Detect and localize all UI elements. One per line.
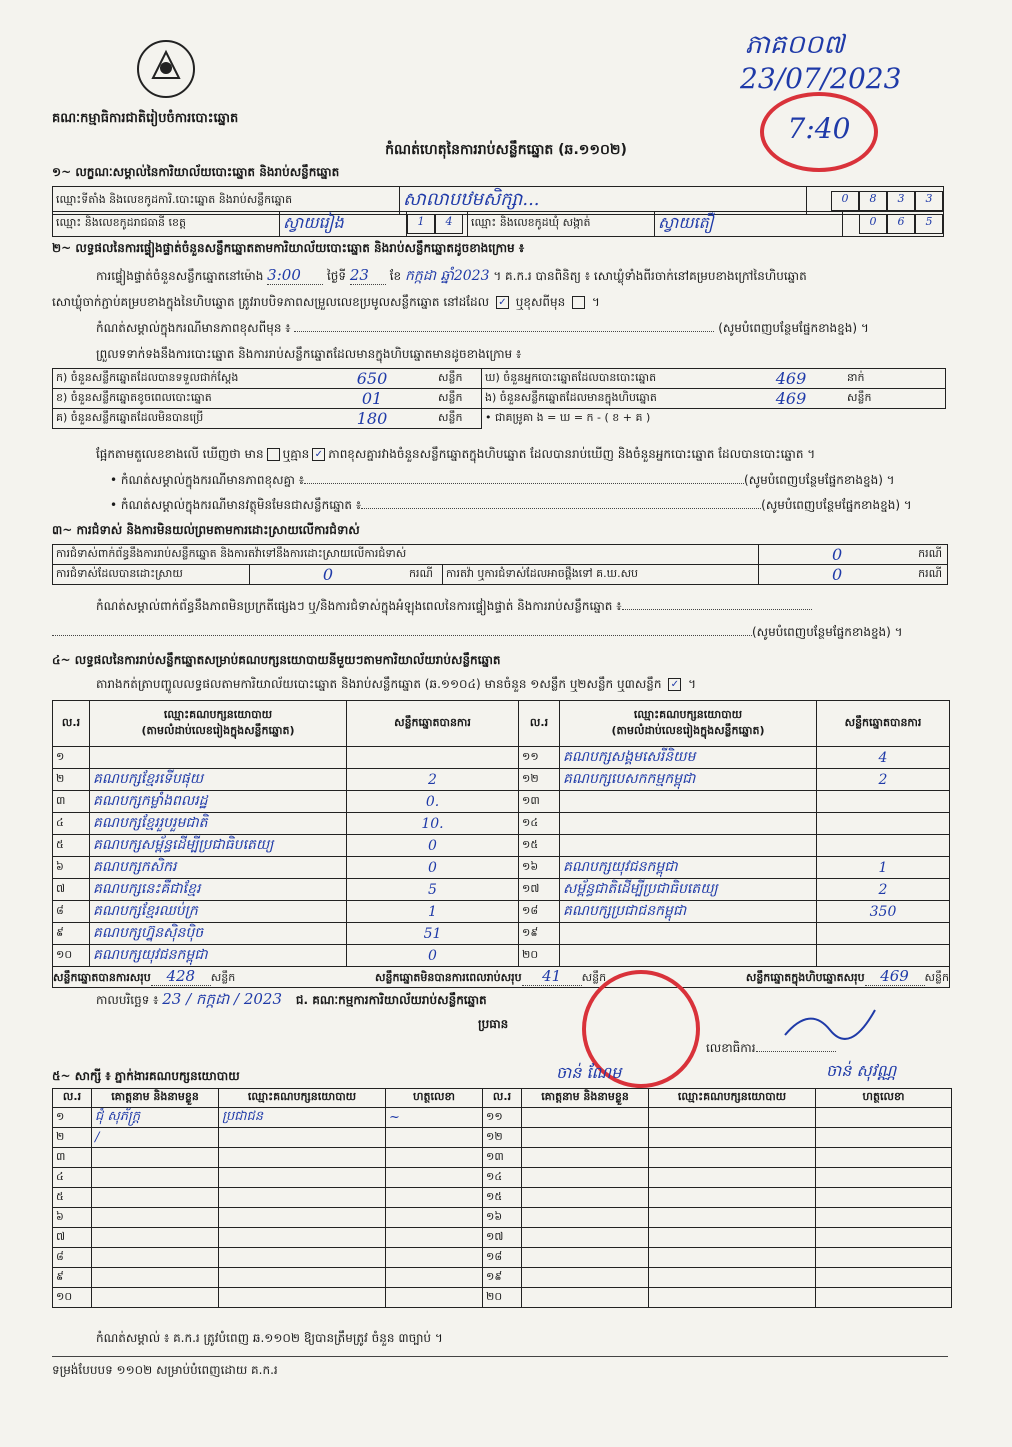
valid-votes: 1	[347, 901, 519, 923]
verification-text: ថ្ងៃទី	[327, 269, 347, 283]
col-party: ឈ្មោះគណបក្សនយោបាយ	[219, 1089, 386, 1108]
col-party: ឈ្មោះគណបក្សនយោបាយ	[163, 707, 273, 721]
results-table-wrapper	[52, 700, 950, 988]
verification-text: ខែ	[389, 269, 402, 283]
valid-votes: 4	[817, 747, 950, 769]
valid-votes: 0.	[347, 791, 519, 813]
commission-name: គណៈកម្មាធិការជាតិរៀបចំការបោះឆ្នោត	[52, 111, 239, 126]
stamp-time: 7:40	[787, 112, 851, 145]
commune-code-digit: 5	[915, 214, 943, 234]
row-no: ១២	[483, 1128, 522, 1148]
witness-party	[219, 1288, 386, 1308]
commune-value: ស្វាយតឿ	[655, 212, 843, 237]
witness-party	[649, 1208, 816, 1228]
col-votes: សន្លឹកឆ្នោតបានការ	[817, 701, 950, 747]
witness-signature	[816, 1168, 952, 1188]
row-no: ១៩	[483, 1268, 522, 1288]
station-code-digit: 3	[887, 191, 915, 211]
objections-label: ការជំទាស់ពាក់ព័ន្ធនឹងការរាប់សន្លឹកឆ្នោត និងការតវ៉ាទៅនឹងការដោះស្រាយលើការជំទាស់	[53, 545, 759, 565]
witness-party	[219, 1168, 386, 1188]
total-invalid-value: 41	[522, 967, 582, 986]
row-label: ក) ចំនួនសន្លឹកឆ្នោតដែលបានទទួលជាក់ស្តែង	[53, 369, 310, 389]
ballot-count-row	[53, 389, 946, 409]
verification-day: 23	[350, 266, 386, 285]
verification-text: សោឃ្លុំចាក់ភ្ជាប់គម្របខាងក្នុងនៃហិបឆ្នោត ត្រូវរាបបិទភាពសម្រួលលេខ​ប្រមូលសន្លឹកឆ្នោត នៅដដែល	[52, 295, 490, 309]
table-row	[53, 1248, 952, 1268]
commune-label: ឈ្មោះ និងលេខកូដឃុំ សង្កាត់	[468, 212, 655, 237]
witness-name	[522, 1208, 649, 1228]
witness-party	[649, 1148, 816, 1168]
witness-party	[649, 1248, 816, 1268]
station-label: ឈ្មោះទីតាំង និងលេខកូដការិ.បោះឆ្នោត និងរាប់សន្លឹកឆ្នោត	[53, 187, 400, 215]
verification-line-1	[96, 266, 956, 287]
valid-votes: 350	[817, 901, 950, 923]
row-no: ១៩	[519, 923, 560, 945]
col-no: ល.រ	[483, 1089, 522, 1108]
row-no: ១៥	[483, 1188, 522, 1208]
party-name	[90, 747, 347, 769]
party-name: គណបក្សខ្មែរឈប់ក្រ	[90, 901, 347, 923]
date-value: 23 / កក្កដា / 2023	[162, 990, 283, 1008]
table-row	[53, 791, 950, 813]
row-no: ១១	[483, 1108, 522, 1128]
valid-votes: 2	[347, 769, 519, 791]
witness-party	[649, 1128, 816, 1148]
row-no: ៦	[53, 857, 90, 879]
col-votes: សន្លឹកឆ្នោតបានការ	[347, 701, 519, 747]
footnote: កំណត់សម្គាល់ ៖ គ.ក.រ ត្រូវបំពេញ ឆ.១១០២ ឱ្យបានត្រឹមត្រូវ ចំនួន ៣ច្បាប់ ។	[96, 1331, 443, 1345]
province-value: ស្វាយរៀង	[280, 212, 407, 237]
difference-note-label: កំណត់សម្គាល់ក្នុងករណីមានភាពខុសពីមុន ៖	[96, 321, 291, 335]
row-no: ១៣	[519, 791, 560, 813]
col-party-sub: (តាមលំដាប់លេខរៀងក្នុងសន្លឹកឆ្នោត)	[611, 723, 765, 737]
row-no: ៥	[53, 835, 90, 857]
has-discrepancy-checkbox[interactable]	[267, 448, 280, 461]
party-name	[560, 923, 817, 945]
station-code-digit: 8	[859, 191, 887, 211]
row-no: ១១	[519, 747, 560, 769]
witness-name	[522, 1288, 649, 1308]
col-no: ល.រ	[519, 701, 560, 747]
row-label: គ) ចំនួនសន្លឹកឆ្នោតដែលមិនបានប្រើ	[53, 409, 310, 429]
same-checkbox[interactable]: ✓	[496, 296, 509, 309]
row-no: ១៧	[519, 879, 560, 901]
totals-row	[53, 967, 950, 988]
row-no: ៤	[53, 1168, 92, 1188]
bullet-note-1	[110, 472, 950, 490]
row-no: ១៤	[519, 813, 560, 835]
table-row	[53, 1288, 952, 1308]
commune-code-digit: 6	[887, 214, 915, 234]
witness-signature	[386, 1228, 483, 1248]
witness-name	[522, 1228, 649, 1248]
witness-name	[522, 1168, 649, 1188]
row-no: ១៦	[519, 857, 560, 879]
sheets-text: តារាងកត់ត្រាបញ្ចូលលទ្ធផលតាមការិយាល័យបោះឆ្នោត និងរាប់សន្លឹកឆ្នោត (ឆ.១១០៤) មានចំនួន ១សន្លឹក ឬ២សន្លឹក ឬ៣សន្លឹក	[96, 677, 662, 691]
table-row	[53, 857, 950, 879]
verification-time: 3:00	[267, 266, 323, 285]
table-row	[53, 769, 950, 791]
row-no: ២	[53, 769, 90, 791]
party-name	[560, 791, 817, 813]
appeal-label: ការតវ៉ា ឬការជំទាស់ដែលអាចផ្ដឹងទៅ គ.ឃ.សប	[443, 565, 759, 585]
station-code-digit: 0	[831, 191, 859, 211]
row-no: ៨	[53, 1248, 92, 1268]
difference-note-hint: (សូមបំពេញបន្ថែមផ្នែកខាងខ្នង) ។	[718, 321, 869, 335]
secretary-signature	[780, 1000, 890, 1053]
party-name	[560, 945, 817, 967]
table-row	[53, 1268, 952, 1288]
witness-signature	[386, 1248, 483, 1268]
section-2-title: ២~ លទ្ធផលនៃការផ្ទៀងផ្ទាត់ចំនួនសន្លឹកឆ្នោតតាមការិយាល័យបោះឆ្នោត និងរាប់សន្លឹកឆ្នោតដូចខាងក្រោម ៖	[52, 241, 525, 255]
sheets-checkbox[interactable]: ✓	[668, 678, 681, 691]
row-no: ៣	[53, 791, 90, 813]
party-name: គណបក្សហ្វ៊ុនស៊ិនប៉ិច	[90, 923, 347, 945]
province-label: ឈ្មោះ និងលេខកូដរាជធានី ខេត្ត	[53, 212, 280, 237]
case-unit: ករណី	[915, 565, 947, 585]
row-no: ១៧	[483, 1228, 522, 1248]
spoiled-ballots-value: 01	[309, 389, 435, 409]
total-valid-value: 428	[151, 967, 211, 986]
witness-party	[649, 1188, 816, 1208]
table-row	[53, 747, 950, 769]
row-label: ខ) ចំនួនសន្លឹកឆ្នោតខូចពេលបោះឆ្នោត	[53, 389, 310, 409]
party-name: គណបក្សកម្លាំងពលរដ្ឋ	[90, 791, 347, 813]
objections-value: 0	[759, 545, 916, 565]
commission-logo	[135, 38, 197, 100]
discrepancy-text: ផ្អែកតាមតួលេខខាងលើ ឃើញថា មាន	[96, 447, 264, 461]
witness-name	[522, 1128, 649, 1148]
unit: សន្លឹក	[210, 971, 236, 984]
party-name	[560, 813, 817, 835]
col-party: ឈ្មោះគណបក្សនយោបាយ	[649, 1089, 816, 1108]
party-results-table	[52, 700, 950, 988]
valid-votes: 51	[347, 923, 519, 945]
witness-party	[219, 1148, 386, 1168]
witness-name: /	[92, 1128, 219, 1148]
row-no: ៣	[53, 1148, 92, 1168]
row-no: ៨	[53, 901, 90, 923]
witness-name	[92, 1288, 219, 1308]
station-code-digit: 3	[915, 191, 943, 211]
witness-signature	[816, 1208, 952, 1228]
commune-code-digit: 0	[859, 214, 887, 234]
document-number: ភាគ០០៧	[745, 30, 845, 60]
unit: សន្លឹក	[924, 971, 949, 984]
row-no: ១៥	[519, 835, 560, 857]
witness-name	[92, 1268, 219, 1288]
stamp-date: 23/07/2023	[740, 62, 902, 95]
witness-name	[522, 1248, 649, 1268]
section-3-title: ៣~ ការជំទាស់ និងការមិនយល់ព្រមតាមការដោះស្រាយលើការជំទាស់	[52, 523, 360, 537]
row-label: ង) ចំនួនសន្លឹកឆ្នោតដែលមានក្នុងហិបឆ្នោត	[482, 389, 739, 409]
no-discrepancy-checkbox[interactable]: ✓	[312, 448, 325, 461]
row-no: ២	[53, 1128, 92, 1148]
witness-name: ជុំ សុភ័ក្ត្រ	[92, 1108, 219, 1128]
province-code-digit: 1	[407, 214, 435, 234]
col-party: ឈ្មោះគណបក្សនយោបាយ	[633, 707, 743, 721]
witness-party	[219, 1248, 386, 1268]
row-label: ឃ) ចំនួនអ្នកបោះឆ្នោតដែលបានបោះឆ្នោត	[482, 369, 739, 389]
irregularity-note-line2	[52, 624, 948, 642]
total-box-label: សន្លឹកឆ្នោតក្នុងហិបឆ្នោតសរុប	[745, 971, 865, 984]
irregularity-note	[96, 598, 812, 616]
party-name: គណបក្សសម្ព័ន្ធដើម្បីប្រជាធិបតេយ្យ	[90, 835, 347, 857]
verification-text: ។ គ.ក.រ បានពិនិត្យ ៖ សោឃ្លុំទាំងពីរចាក់នៅគម្របខាងក្រៅនៃហិបឆ្នោត	[493, 269, 807, 283]
witness-name	[522, 1148, 649, 1168]
witness-signature: ~	[386, 1108, 483, 1128]
section-5-title: ៥~ សាក្សី ៖ ភ្នាក់ងារគណបក្សនយោបាយ	[52, 1069, 240, 1083]
witness-name	[522, 1108, 649, 1128]
table-row	[53, 1168, 952, 1188]
voters-value: 469	[738, 369, 844, 389]
results-intro: ព្រួលទទាក់ទងនឹងការបោះឆ្នោត និងការរាប់សន្លឹកឆ្នោតដែលមានក្នុងហិបឆ្នោតមានដូចខាងក្រោម ៖	[96, 347, 522, 361]
table-row	[53, 1188, 952, 1208]
col-signature: ហត្ថលេខា	[816, 1089, 952, 1108]
unit: សន្លឹក	[581, 971, 607, 984]
section-1-title: ១~ លក្ខណៈសម្គាល់នៃការិយាល័យបោះឆ្នោត និងរាប់សន្លឹកឆ្នោត	[52, 165, 340, 179]
table-row	[53, 945, 950, 967]
valid-votes: 5	[347, 879, 519, 901]
valid-votes: 0	[347, 835, 519, 857]
resolved-value: 0	[250, 565, 407, 585]
bullet-note-2	[110, 497, 950, 515]
case-unit: ករណី	[406, 565, 443, 585]
col-name: គោត្តនាម និងនាមខ្លួន	[522, 1089, 649, 1108]
witness-party	[649, 1288, 816, 1308]
party-name: គណបក្សខ្មែររួបរួមជាតិ	[90, 813, 347, 835]
unit: នាក់	[844, 369, 946, 389]
witness-name	[92, 1148, 219, 1168]
row-no: ១៣	[483, 1148, 522, 1168]
table-row	[53, 835, 950, 857]
row-no: ២០	[519, 945, 560, 967]
committee-label: ជ. គណៈកម្មការការិយាល័យរាប់សន្លឹកឆ្នោត	[295, 993, 487, 1007]
unit: សន្លឹក	[435, 369, 482, 389]
secretary-name: ចាន់ សុវណ្ណ	[826, 1061, 897, 1080]
witness-signature	[386, 1208, 483, 1228]
ballot-count-row	[53, 409, 946, 429]
witness-name	[92, 1208, 219, 1228]
bullet-text: • កំណត់សម្គាល់ក្នុងករណីមានវត្ថុមិនមែនជាសន្លឹកឆ្នោត ៖	[110, 498, 362, 512]
witness-party	[219, 1228, 386, 1248]
ballot-count-row	[53, 369, 946, 389]
row-no: ៧	[53, 879, 90, 901]
col-party-sub: (តាមលំដាប់លេខរៀងក្នុងសន្លឹកឆ្នោត)	[141, 723, 295, 737]
col-no: ល.រ	[53, 1089, 92, 1108]
fill-back-hint: (សូមបំពេញបន្ថែមផ្នែកខាងខ្នង) ។	[761, 498, 912, 512]
table-row	[53, 1108, 952, 1128]
witness-signature	[386, 1128, 483, 1148]
bullet-text: • កំណត់សម្គាល់ក្នុងករណីមានភាពខុសគ្នា ៖	[110, 473, 305, 487]
row-no: ១៨	[519, 901, 560, 923]
ballots-in-box-value: 469	[738, 389, 844, 409]
different-checkbox[interactable]	[572, 296, 585, 309]
witness-party	[649, 1108, 816, 1128]
fill-back-hint: (សូមបំពេញបន្ថែមផ្នែកខាងខ្នង) ។	[752, 625, 903, 639]
table-row	[53, 879, 950, 901]
witness-party	[219, 1208, 386, 1228]
witness-party	[219, 1268, 386, 1288]
party-name: គណបក្សនេះគឺជាខ្មែរ	[90, 879, 347, 901]
discrepancy-line	[96, 446, 815, 464]
form-footer: ទម្រង់បែបបទ ១១០២ សម្រាប់បំពេញដោយ គ.ក.រ	[52, 1363, 278, 1377]
province-code-digit: 4	[435, 214, 463, 234]
party-name: គណបក្សយុវជនកម្ពុជា	[90, 945, 347, 967]
col-signature: ហត្ថលេខា	[386, 1089, 483, 1108]
case-unit: ករណី	[915, 545, 947, 565]
different-label: ឬខុសពីមុន	[515, 295, 566, 309]
row-no: ៥	[53, 1188, 92, 1208]
chair-name: ចាន់ ណែម	[556, 1063, 622, 1082]
total-invalid-label: សន្លឹកឆ្នោតមិនបានការពេលរាប់សរុប	[374, 971, 522, 984]
verification-text: ការផ្ទៀងផ្ទាត់ចំនួនសន្លឹកឆ្នោតនៅម៉ោង	[96, 269, 264, 283]
table-row	[53, 1208, 952, 1228]
unit: សន្លឹក	[844, 389, 946, 409]
date-label: កាលបរិច្ឆេទ ៖	[96, 993, 159, 1007]
table-row	[53, 1128, 952, 1148]
witness-party: ប្រជាជន	[219, 1108, 386, 1128]
witness-name	[92, 1248, 219, 1268]
verification-month: កក្កដា ឆ្នាំ2023	[404, 268, 490, 284]
party-name: គណបក្សខ្មែរទើបផុយ	[90, 769, 347, 791]
row-no: ១៤	[483, 1168, 522, 1188]
witness-party	[649, 1268, 816, 1288]
witness-party	[219, 1128, 386, 1148]
witness-party	[649, 1168, 816, 1188]
objections-table	[52, 544, 948, 585]
valid-votes: 2	[817, 879, 950, 901]
row-no: ៧	[53, 1228, 92, 1248]
unused-ballots-value: 180	[309, 409, 435, 429]
witness-signature	[816, 1228, 952, 1248]
difference-note-line	[96, 320, 946, 338]
valid-votes	[817, 791, 950, 813]
row-no: ៤	[53, 813, 90, 835]
total-box-value: 469	[865, 967, 925, 986]
witness-signature	[816, 1268, 952, 1288]
fill-back-hint: (សូមបំពេញបន្ថែមផ្នែកខាងខ្នង) ។	[744, 473, 895, 487]
unit: សន្លឹក	[435, 409, 482, 429]
ballot-count-table	[52, 368, 946, 429]
location-table	[52, 211, 944, 237]
party-name: គណបក្សសង្គមសេរីនិយម	[560, 747, 817, 769]
row-no: ១៨	[483, 1248, 522, 1268]
no-discrepancy-label: ឬគ្មាន	[282, 447, 310, 461]
row-no: ៩	[53, 1268, 92, 1288]
row-no: ១	[53, 747, 90, 769]
sheets-line: តារាងកត់ត្រាបញ្ចូលលទ្ធផលតាមការិយាល័យបោះឆ្នោត និងរាប់សន្លឹកឆ្នោត (ឆ.១១០៤) មានចំនួន ១សន្លឹក ឬ២សន្លឹក ឬ៣សន្លឹក ✓ ។	[96, 677, 697, 691]
valid-votes: 1	[817, 857, 950, 879]
row-no: ១	[53, 1108, 92, 1128]
valid-votes	[817, 835, 950, 857]
valid-votes: 0	[347, 945, 519, 967]
irregularity-label: កំណត់សម្គាល់ពាក់ព័ន្ធនឹងភាពមិនប្រក្រតីផ្សេងៗ ឬ/និងការជំទាស់ក្នុងអំឡុងពេលនៃការផ្ទៀងផ្ទាត់ និងការរាប់សន្លឹកឆ្នោត ៖	[96, 599, 622, 613]
row-no: ១០	[53, 945, 90, 967]
row-no: ២០	[483, 1288, 522, 1308]
formula: • ជាគម្រូគា ង = ឃ = ក - ( ខ + គ )	[485, 410, 651, 424]
results-header-row	[53, 701, 950, 747]
witness-signature	[386, 1288, 483, 1308]
date-line	[96, 990, 487, 1012]
row-no: ១៦	[483, 1208, 522, 1228]
party-name: គណបក្សបេសកកម្មកម្ពុជា	[560, 769, 817, 791]
witness-signature	[816, 1248, 952, 1268]
form-title: កំណត់ហេតុនៃការរាប់សន្លឹកឆ្នោត (ឆ.១១០២)	[385, 142, 627, 158]
witness-name	[92, 1188, 219, 1208]
table-row	[53, 1228, 952, 1248]
chair-label: ប្រធាន	[478, 1017, 509, 1031]
valid-votes: 0	[347, 857, 519, 879]
witness-party	[219, 1188, 386, 1208]
verification-line-2: សោឃ្លុំចាក់ភ្ជាប់គម្របខាងក្នុងនៃហិបឆ្នោត ត្រូវរាបបិទភាពសម្រួលលេខ​ប្រមូលសន្លឹកឆ្នោត នៅដដែល ✓ ឬខុសពីមុន ។	[52, 295, 600, 309]
witness-signature	[386, 1168, 483, 1188]
valid-votes	[817, 923, 950, 945]
col-name: គោត្តនាម និងនាមខ្លួន	[92, 1089, 219, 1108]
col-no: ល.រ	[53, 701, 90, 747]
discrepancy-text: ភាពខុសគ្នារវាងចំនួនសន្លឹកឆ្នោតក្នុងហិបឆ្នោត ដែលបានរាប់ឃើញ និងចំនួនអ្នកបោះឆ្នោត ដែលបានបោះឆ្នោត ។	[328, 447, 816, 461]
row-no: ៦	[53, 1208, 92, 1228]
valid-votes	[817, 945, 950, 967]
witness-name	[522, 1268, 649, 1288]
valid-votes	[347, 747, 519, 769]
witness-signature	[816, 1128, 952, 1148]
received-ballots-value: 650	[309, 369, 435, 389]
witness-signature	[386, 1268, 483, 1288]
table-row	[53, 1148, 952, 1168]
section-4-title: ៤~ លទ្ធផលនៃការរាប់សន្លឹកឆ្នោតសម្រាប់គណបក្សនយោបាយនីមួយៗតាមការិយាល័យរាប់សន្លឹកឆ្នោត	[52, 653, 501, 667]
witness-signature	[816, 1148, 952, 1168]
witness-name	[92, 1168, 219, 1188]
witness-header-row	[53, 1089, 952, 1108]
witness-table	[52, 1088, 952, 1308]
party-name: សម្ព័ន្ធជាតិដើម្បីប្រជាធិបតេយ្យ	[560, 879, 817, 901]
valid-votes: 10.	[347, 813, 519, 835]
party-name: គណបក្សយុវជនកម្ពុជា	[560, 857, 817, 879]
witness-signature	[386, 1188, 483, 1208]
secretary-label: លេខាធិការ	[706, 1041, 756, 1055]
valid-votes	[817, 813, 950, 835]
witness-signature	[816, 1288, 952, 1308]
party-name	[560, 835, 817, 857]
row-no: ៩	[53, 923, 90, 945]
witness-signature	[816, 1188, 952, 1208]
table-row	[53, 923, 950, 945]
witness-party	[649, 1228, 816, 1248]
table-row	[53, 901, 950, 923]
party-name: គណបក្សប្រជាជនកម្ពុជា	[560, 901, 817, 923]
party-name: គណបក្សកសិករ	[90, 857, 347, 879]
resolved-label: ការជំទាស់ដែលបានដោះស្រាយ	[53, 565, 250, 585]
station-value: សាលាបឋមសិក្សា...	[400, 187, 807, 215]
appeal-value: 0	[759, 565, 916, 585]
row-no: ១២	[519, 769, 560, 791]
row-no: ១០	[53, 1288, 92, 1308]
witness-signature	[386, 1148, 483, 1168]
witness-signature	[816, 1108, 952, 1128]
witness-name	[522, 1188, 649, 1208]
total-valid-label: សន្លឹកឆ្នោតបានការសរុប	[53, 971, 151, 984]
unit: សន្លឹក	[435, 389, 482, 409]
witness-name	[92, 1228, 219, 1248]
valid-votes: 2	[817, 769, 950, 791]
table-row	[53, 813, 950, 835]
